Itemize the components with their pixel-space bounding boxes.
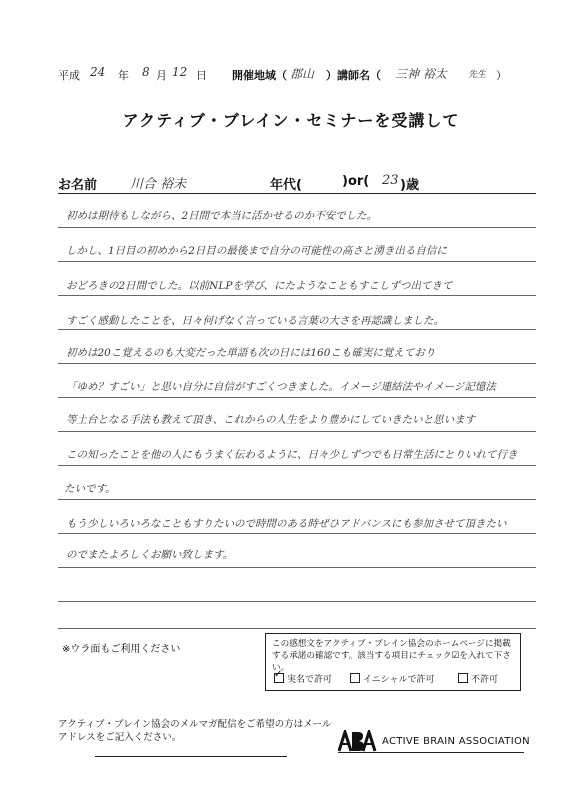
ruled-line [58, 397, 536, 398]
ruled-line [58, 499, 536, 500]
age-or: )or( [342, 174, 370, 189]
name-label: お名前 [58, 178, 98, 193]
option-label: 不許可 [471, 675, 499, 685]
lecturer-value: 三神 裕太 [395, 67, 447, 81]
back-side-note: ※ウラ面もご利用ください [62, 644, 181, 655]
ruled-line [58, 329, 536, 330]
name-row [58, 171, 538, 193]
checkbox-icon[interactable] [350, 673, 360, 683]
option-label: イニシャルで許可 [363, 675, 435, 685]
name-underline [58, 193, 536, 194]
ruled-line [58, 227, 536, 228]
comment-line: おどろきの2日間でした。以前NLPを学び、にたようなこともすこしずつ出てきて [66, 280, 453, 292]
lecturer-close: ） [496, 69, 507, 82]
month-value: 8 [142, 65, 150, 79]
year-value: 24 [90, 65, 106, 79]
logo-underline [338, 752, 524, 753]
age-value: 23 [382, 173, 399, 188]
comment-line: のでまたよろしくお願い致します。 [66, 549, 234, 561]
comment-line: 等土台となる手法も教えて頂き、これからの人生をより豊かにしていきたいと思います [66, 414, 476, 426]
month-label: 月 [156, 69, 167, 82]
comment-line: すごく感動したことを、日々何げなく言っている言葉の大さを再認識しました。 [66, 315, 444, 327]
lecturer-suffix: 先生 [468, 70, 487, 80]
consent-option-initials[interactable] [350, 672, 434, 685]
day-value: 12 [172, 65, 188, 79]
comment-line: もう少しいろいろなこともすりたいので時間のある時ぜひアドバンスにも参加させて頂きたい [66, 518, 507, 530]
name-value: 川合 裕未 [130, 177, 187, 192]
region-label: 開催地域（ [232, 69, 287, 82]
consent-text: この感想文をアクティブ・ブレイン協会のホームページに掲載する承諾の確認です。該当する項目にチェック☑を入れて下さい。 [272, 639, 511, 673]
option-label: 実名で許可 [287, 675, 333, 685]
comment-line: しかし、1日目の初めから2日目の最後まで自分の可能性の高さと湧き出る自信に [66, 245, 447, 257]
day-label: 日 [196, 69, 207, 82]
comment-line: 「ゆめ？すごい」と思い自分に自信がすごくつきました。イメージ連結法やイメージ記憶法 [66, 381, 496, 393]
checkbox-checked-icon[interactable] [274, 673, 284, 683]
checkbox-icon[interactable] [458, 673, 468, 683]
mail-note-line: アドレスをご記入ください。 [58, 732, 182, 743]
email-field-line[interactable] [95, 756, 287, 757]
consent-option-real-name[interactable] [274, 672, 332, 685]
lecturer-label: ）講師名（ [326, 69, 381, 82]
age-close: )歳 [400, 178, 419, 193]
year-label: 年 [118, 69, 129, 82]
consent-option-decline[interactable] [458, 672, 498, 685]
age-label: 年代( [270, 178, 302, 193]
ruled-line [58, 261, 536, 262]
mail-note-line: アクティブ・ブレイン協会のメルマガ配信をご希望の方はメール [58, 719, 332, 730]
ruled-line [58, 628, 536, 629]
comment-line: 初めは20こ覚えるのも大変だった単語も次の日には160こも確実に覚えており [66, 347, 436, 359]
ruled-line [58, 465, 536, 466]
logo-text: ACTIVE BRAIN ASSOCIATION [382, 736, 530, 747]
comment-line: 初めは期待もしながら、2日間で本当に活かせるのか不安でした。 [66, 210, 378, 222]
comment-line: たいです。 [64, 483, 116, 495]
comment-line: この知ったことを他の人にもうまく伝わるように、日々少しずつでも日常生活にとりいれて行き [66, 449, 518, 461]
ruled-line [58, 601, 536, 602]
region-value: 郡山 [290, 67, 315, 81]
aba-logo [338, 730, 528, 752]
ruled-line [58, 363, 536, 364]
form-header [50, 64, 550, 84]
era-label: 平成 [58, 69, 80, 82]
ruled-line [58, 431, 536, 432]
mail-magazine-note [58, 718, 331, 744]
ruled-line [58, 295, 536, 296]
ruled-line [58, 533, 536, 534]
page-title: アクティブ・ブレイン・セミナーを受講して [122, 111, 460, 130]
aba-logo-icon [338, 730, 378, 752]
ruled-line [58, 567, 536, 568]
